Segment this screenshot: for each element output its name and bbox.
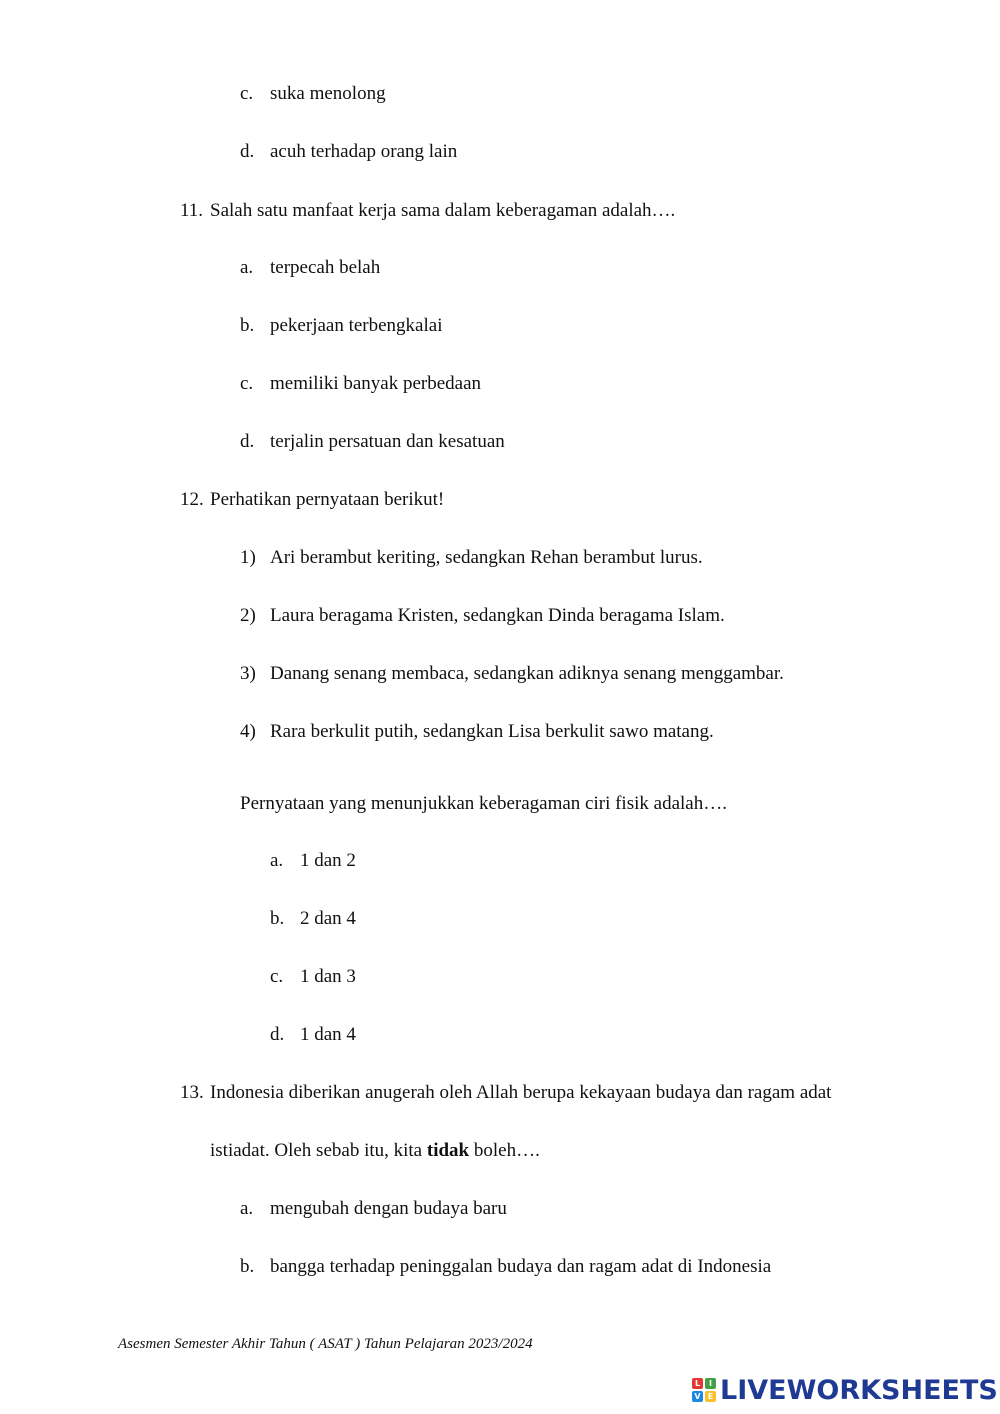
option-marker: d.	[240, 141, 255, 162]
question-prompt: Pernyataan yang menunjukkan keberagaman ciri fisik adalah….	[240, 793, 727, 814]
logo-letter-icon: I	[705, 1378, 716, 1389]
option-text: bangga terhadap peninggalan budaya dan ragam adat di Indonesia	[270, 1256, 772, 1277]
option-marker: c.	[270, 966, 284, 987]
option-text: acuh terhadap orang lain	[270, 141, 458, 162]
statement-text: Rara berkulit putih, sedangkan Lisa berkulit sawo matang.	[270, 721, 714, 742]
option-marker: c.	[240, 373, 254, 394]
question-text-continued	[210, 1139, 540, 1163]
question-text: Salah satu manfaat kerja sama dalam keberagaman adalah….	[210, 200, 676, 221]
logo-letter-icon: L	[692, 1378, 703, 1389]
statement-text: Ari berambut keriting, sedangkan Rehan berambut lurus.	[270, 547, 703, 568]
logo-letter-icon: E	[705, 1391, 716, 1402]
option-text: suka menolong	[270, 83, 386, 104]
question-text-emphasis: tidak	[426, 1140, 470, 1161]
question-text-post: boleh….	[473, 1140, 540, 1161]
question-number: 13.	[180, 1082, 204, 1103]
option-text: 1 dan 2	[300, 850, 356, 871]
statement-text: Laura beragama Kristen, sedangkan Dinda beragama Islam.	[270, 605, 725, 626]
option-text: terpecah belah	[270, 257, 381, 278]
option-marker: a.	[240, 1198, 254, 1219]
statement-marker: 3)	[240, 663, 256, 684]
option-marker: b.	[240, 315, 255, 336]
page-footer: Asesmen Semester Akhir Tahun ( ASAT ) Tahun Pelajaran 2023/2024	[118, 1336, 533, 1352]
logo-icon	[692, 1378, 716, 1402]
statement-marker: 2)	[240, 605, 256, 626]
statement-marker: 1)	[240, 547, 256, 568]
option-text: 1 dan 4	[300, 1024, 356, 1045]
question-number: 12.	[180, 489, 204, 510]
option-marker: a.	[270, 850, 284, 871]
option-marker: b.	[270, 908, 285, 929]
question-text: Indonesia diberikan anugerah oleh Allah berupa kekayaan budaya dan ragam adat	[210, 1082, 832, 1103]
question-number: 11.	[180, 200, 204, 221]
option-text: 1 dan 3	[300, 966, 356, 987]
statement-marker: 4)	[240, 721, 256, 742]
option-marker: d.	[270, 1024, 285, 1045]
option-text: terjalin persatuan dan kesatuan	[270, 431, 505, 452]
option-text: 2 dan 4	[300, 908, 356, 929]
option-marker: c.	[240, 83, 254, 104]
brand-name: LIVEWORKSHEETS	[720, 1374, 998, 1406]
question-text: Perhatikan pernyataan berikut!	[210, 489, 445, 510]
option-text: mengubah dengan budaya baru	[270, 1198, 507, 1219]
option-marker: d.	[240, 431, 255, 452]
option-marker: b.	[240, 1256, 255, 1277]
option-marker: a.	[240, 257, 254, 278]
question-text-pre: istiadat. Oleh sebab itu, kita	[210, 1140, 423, 1161]
option-text: memiliki banyak perbedaan	[270, 373, 482, 394]
liveworksheets-logo[interactable]	[692, 1372, 998, 1408]
logo-letter-icon: V	[692, 1391, 703, 1402]
option-text: pekerjaan terbengkalai	[270, 315, 443, 336]
statement-text: Danang senang membaca, sedangkan adiknya senang menggambar.	[270, 663, 784, 684]
